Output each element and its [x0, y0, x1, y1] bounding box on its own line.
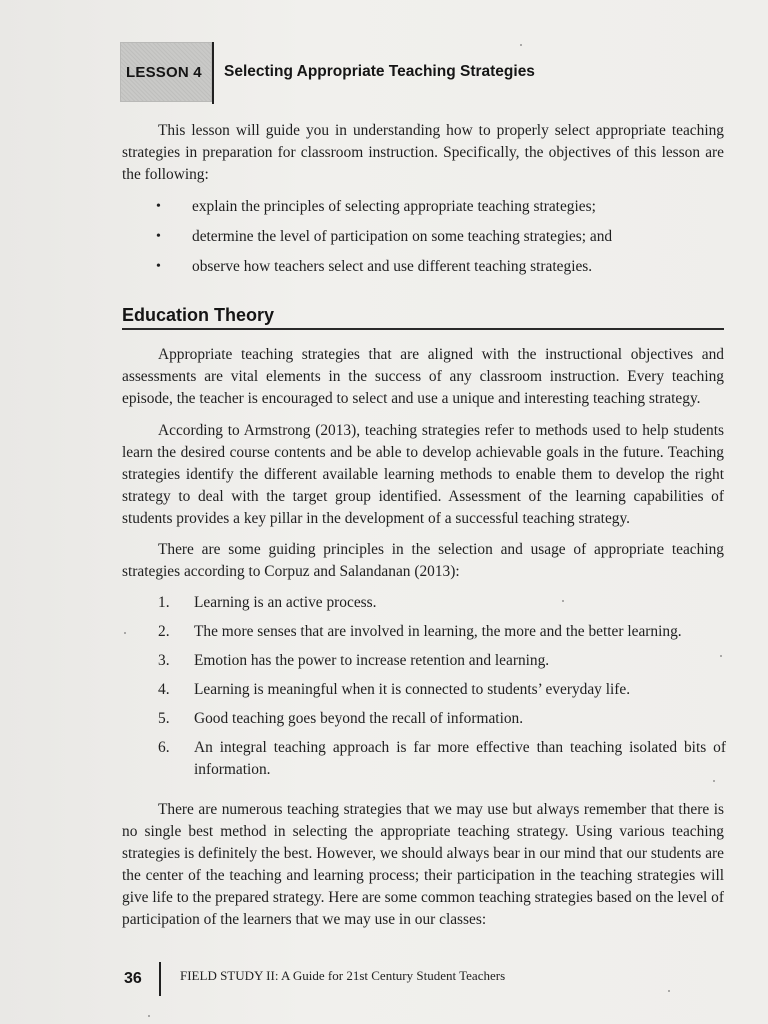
- scan-speck: [520, 44, 522, 46]
- principle-number: 6.: [158, 739, 170, 756]
- scan-speck: [713, 780, 715, 782]
- objective-item: • observe how teachers select and use different teaching strategies.: [122, 256, 722, 286]
- book-title: FIELD STUDY II: A Guide for 21st Century Student Teachers: [180, 968, 506, 983]
- principle-item: [122, 621, 726, 643]
- scan-speck: [562, 600, 564, 602]
- scan-speck: [720, 655, 722, 657]
- theory-paragraph: Appropriate teaching strategies that are aligned with the instructional objectives and assessments are vital elements in the success of any classroom instruction. Every teaching episode, the teacher is encouraged to select and use a unique and interesting teaching strategy.: [122, 346, 724, 407]
- principle-item: [122, 650, 726, 672]
- principle-item: [122, 679, 726, 701]
- principle-text: Good teaching goes beyond the recall of information.: [194, 710, 524, 727]
- scan-speck: [124, 632, 126, 634]
- principle-text: Learning is meaningful when it is connected to students’ everyday life.: [194, 681, 631, 698]
- footer-divider: [159, 962, 161, 996]
- header-divider: [212, 42, 214, 104]
- objectives-list: [122, 196, 722, 286]
- principle-item: [122, 592, 726, 614]
- principle-number: 1.: [158, 594, 170, 611]
- section-divider: [122, 328, 724, 330]
- theory-paragraph: There are some guiding principles in the selection and usage of appropriate teaching strategies according to Corpuz and Salandanan (2013):: [122, 541, 724, 580]
- scan-speck: [148, 1015, 150, 1017]
- principles-list: [122, 592, 726, 788]
- principle-text: Emotion has the power to increase retention and learning.: [194, 652, 550, 669]
- principle-number: 2.: [158, 623, 170, 640]
- principle-number: 5.: [158, 710, 170, 727]
- lesson-title: Selecting Appropriate Teaching Strategies: [224, 63, 535, 80]
- theory-paragraph: According to Armstrong (2013), teaching strategies refer to methods used to help students learn the desired course contents and be able to develop achievable goals in the future. Teaching strategies identify the different available learning methods to enable them to develop the right strategy to deal with the target group identified. Assessment of the learning capabilities of students provides a key pillar in the development of a successful teaching strategy.: [122, 422, 724, 527]
- lesson-label: LESSON 4: [126, 64, 202, 81]
- objective-item: • explain the principles of selecting appropriate teaching strategies;: [122, 196, 722, 226]
- page-number: 36: [124, 970, 142, 987]
- scan-speck: [668, 990, 670, 992]
- section-heading: Education Theory: [122, 305, 275, 325]
- principle-item: [122, 737, 726, 781]
- principle-number: 3.: [158, 652, 170, 669]
- principle-text: Learning is an active process.: [194, 594, 377, 611]
- principle-item: [122, 708, 726, 730]
- principle-number: 4.: [158, 681, 170, 698]
- principle-text: The more senses that are involved in learning, the more and the better learning.: [194, 623, 682, 640]
- intro-paragraph: This lesson will guide you in understanding how to properly select appropriate teaching strategies in preparation for classroom instruction. Specifically, the objectives of this lesson are the following:: [122, 122, 724, 183]
- closing-paragraph: There are numerous teaching strategies that we may use but always remember that there is no single best method in selecting the appropriate teaching strategy. Using various teaching strategies is definitely the best. However, we should always bear in our mind that our students are the center of the teaching and learning process; their participation in the teaching strategies will give life to the prepared strategy. Here are some common teaching strategies based on the level of participation of the learners that we may use in our classes:: [122, 801, 724, 928]
- principle-text: An integral teaching approach is far more effective than teaching isolated bits of information.: [194, 739, 726, 778]
- objective-item: • determine the level of participation on some teaching strategies; and: [122, 226, 722, 256]
